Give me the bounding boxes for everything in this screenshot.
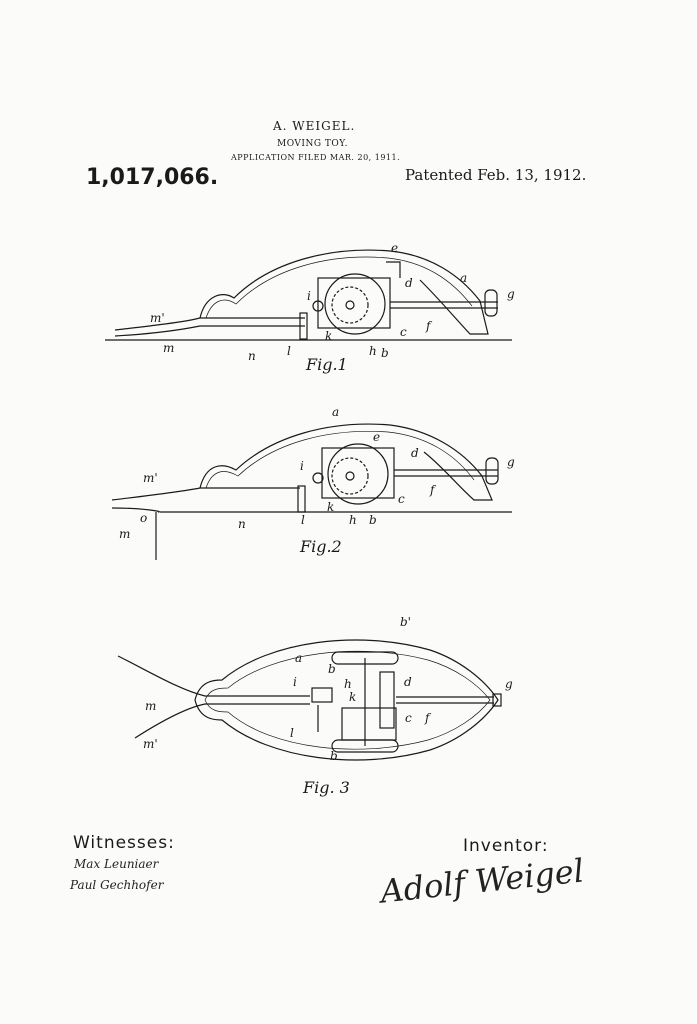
fig2-label-k: k xyxy=(327,500,335,514)
inventor-label: Inventor: xyxy=(463,836,549,856)
fig2-tail-lower xyxy=(112,508,159,512)
fig1-label-n: n xyxy=(248,349,256,363)
fig3-caption: Fig. 3 xyxy=(303,778,350,797)
fig1-label-m: m xyxy=(163,341,175,355)
fig1-shell-outline xyxy=(200,250,488,334)
fig2-label-m: m xyxy=(119,527,131,541)
fig2-label-o: o xyxy=(140,511,148,525)
fig1-label-c: c xyxy=(400,325,407,339)
fig2-label-c: c xyxy=(398,492,405,506)
figure-3-drawing xyxy=(118,640,501,760)
witness-signature-1: Max Leuniaer xyxy=(74,857,159,871)
fig3-label-d: d xyxy=(404,675,412,689)
fig3-key-g xyxy=(493,694,501,706)
fig3-label-b-prime: b' xyxy=(400,615,411,629)
application-filed-date: APPLICATION FILED MAR. 20, 1911. xyxy=(231,153,401,162)
fig3-label-h: h xyxy=(344,677,352,691)
fig2-label-d: d xyxy=(411,446,419,460)
fig1-gear-hub xyxy=(346,301,354,309)
fig2-lever-l xyxy=(298,486,305,512)
inventor-signature: Adolf Weigel xyxy=(378,851,586,911)
fig1-label-h: h xyxy=(369,344,377,358)
fig3-label-f: f xyxy=(425,711,430,725)
fig3-label-c: c xyxy=(405,711,412,725)
fig3-label-a: a xyxy=(295,651,303,665)
inventor-name: A. WEIGEL. xyxy=(273,119,356,133)
fig3-label-g: g xyxy=(505,677,513,691)
fig2-tail-upper xyxy=(112,488,300,500)
witness-signature-2: Paul Gechhofer xyxy=(70,878,164,892)
fig1-tail-upper xyxy=(115,318,305,330)
fig2-label-a: a xyxy=(332,405,340,419)
fig1-wheel xyxy=(325,274,385,334)
fig2-label-e: e xyxy=(373,430,381,444)
fig1-caption: Fig.1 xyxy=(306,355,348,374)
fig1-stop-e xyxy=(386,262,400,278)
fig1-label-f: f xyxy=(426,319,431,333)
fig1-label-d: d xyxy=(405,276,413,290)
fig2-label-n: n xyxy=(238,517,246,531)
fig2-label-m-prime: m' xyxy=(143,471,158,485)
fig2-label-f: f xyxy=(430,483,435,497)
fig2-label-l: l xyxy=(301,513,305,527)
fig1-label-e: e xyxy=(391,241,399,255)
fig1-label-g: g xyxy=(507,287,515,301)
fig3-label-i: i xyxy=(293,675,297,689)
fig1-label-m-prime: m' xyxy=(150,311,165,325)
patent-title: MOVING TOY. xyxy=(277,139,348,149)
fig2-key-g xyxy=(486,458,498,484)
fig2-label-g: g xyxy=(507,455,515,469)
fig3-label-l: l xyxy=(290,726,294,740)
fig1-tail-lower xyxy=(115,326,305,336)
fig2-wheel xyxy=(328,444,388,504)
fig2-label-i: i xyxy=(300,459,304,473)
fig2-label-b: b xyxy=(369,513,377,527)
fig1-label-k: k xyxy=(325,329,333,343)
patent-number: 1,017,066. xyxy=(86,165,219,190)
fig2-label-h: h xyxy=(349,513,357,527)
fig1-label-a: a xyxy=(460,271,468,285)
fig3-shell-inner xyxy=(205,651,490,749)
fig1-key-g xyxy=(485,290,497,316)
fig3-label-k: k xyxy=(349,690,357,704)
fig2-gear xyxy=(332,458,368,494)
patented-date: Patented Feb. 13, 1912. xyxy=(405,166,587,184)
witnesses-label: Witnesses: xyxy=(73,833,175,853)
fig3-label-m-prime: m' xyxy=(143,737,158,751)
fig2-gear-hub xyxy=(346,472,354,480)
fig2-caption: Fig.2 xyxy=(300,537,342,556)
fig3-spring-box-i xyxy=(312,688,332,702)
fig3-label-b-top: b xyxy=(328,662,336,676)
fig1-label-i: i xyxy=(307,289,311,303)
fig3-gear-box xyxy=(342,708,396,740)
fig3-shell-outline xyxy=(195,640,498,760)
fig3-label-m: m xyxy=(145,699,157,713)
fig3-drum-d xyxy=(380,672,394,728)
fig2-shell-outline xyxy=(200,424,492,500)
fig1-label-b: b xyxy=(381,346,389,360)
fig1-label-l: l xyxy=(287,344,291,358)
fig1-gear xyxy=(332,287,368,323)
fig3-label-b-bottom: b xyxy=(330,749,338,763)
